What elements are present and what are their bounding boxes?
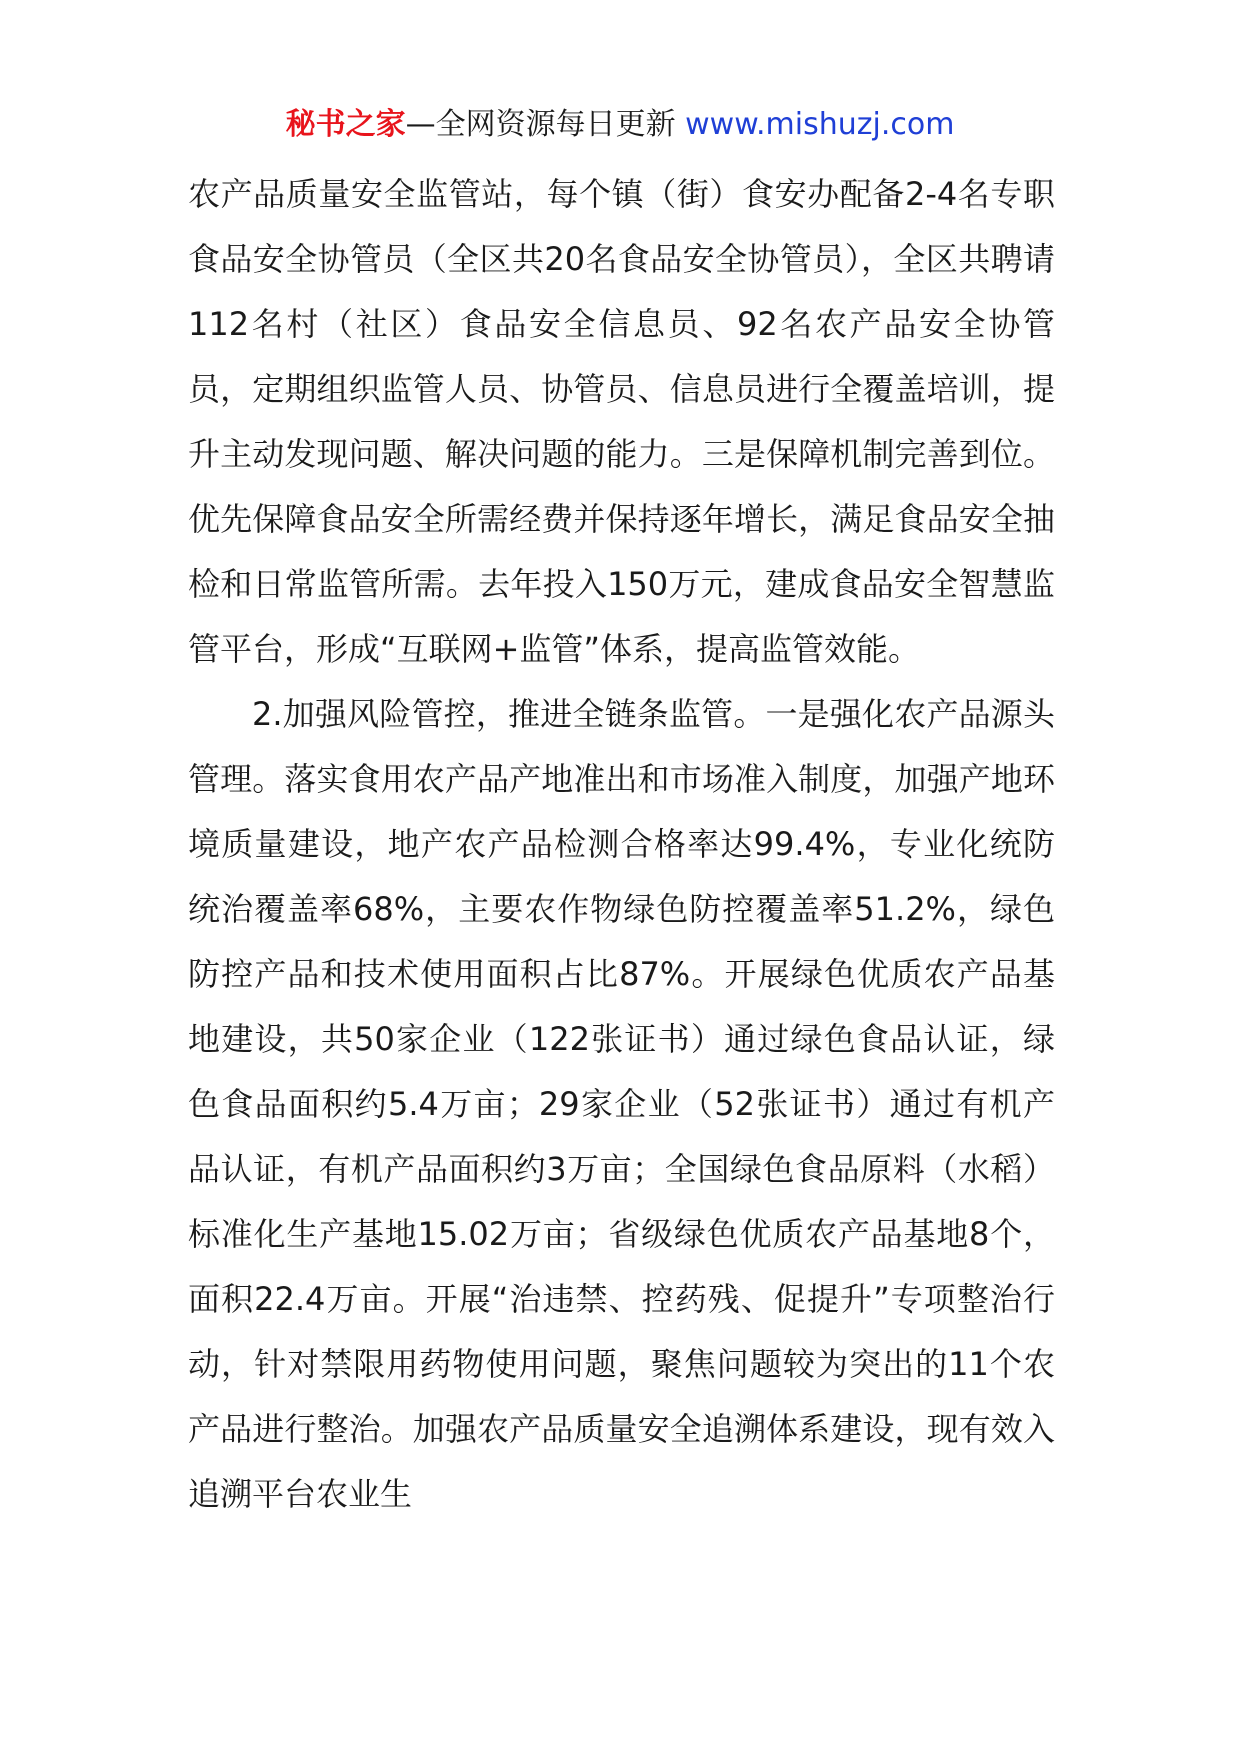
brand-name: 秘书之家 (285, 107, 406, 142)
header-tagline: —全网资源每日更新 (405, 107, 676, 142)
body-paragraph: 农产品质量安全监管站，每个镇（街）食安办配备2-4名专职食品安全协管员（全区共20名食品安全协管员），全区共聘请112名村（社区）食品安全信息员、92名农产品安全协管员，定期组织监管人员、协管员、信息员进行全覆盖培训，提升主动发现问题、解决问题的能力。三是保障机制完善到位。优先保障食品安全所需经费并保持逐年增长，满足食品安全抽检和日常监管所需。去年投入150万元，建成食品安全智慧监管平台，形成“互联网+监管”体系，提高监管效能。 (188, 175, 1055, 668)
page-header (0, 100, 1240, 150)
site-url-link[interactable]: www.mishuzj.com (685, 107, 955, 142)
document-body (188, 162, 1055, 1527)
body-paragraph: 2.加强风险管控，推进全链条监管。一是强化农产品源头管理。落实食用农产品产地准出和市场准入制度，加强产地环境质量建设，地产农产品检测合格率达99.4%，专业化统防统治覆盖率68%，主要农作物绿色防控覆盖率51.2%，绿色防控产品和技术使用面积占比87%。开展绿色优质农产品基地建设，共50家企业（122张证书）通过绿色食品认证，绿色食品面积约5.4万亩；29家企业（52张证书）通过有机产品认证，有机产品面积约3万亩；全国绿色食品原料（水稻）标准化生产基地15.02万亩；省级绿色优质农产品基地8个，面积22.4万亩。开展“治违禁、控药残、促提升”专项整治行动，针对禁限用药物使用问题，聚焦问题较为突出的11个农产品进行整治。加强农产品质量安全追溯体系建设，现有效入追溯平台农业生 (188, 695, 1055, 1513)
